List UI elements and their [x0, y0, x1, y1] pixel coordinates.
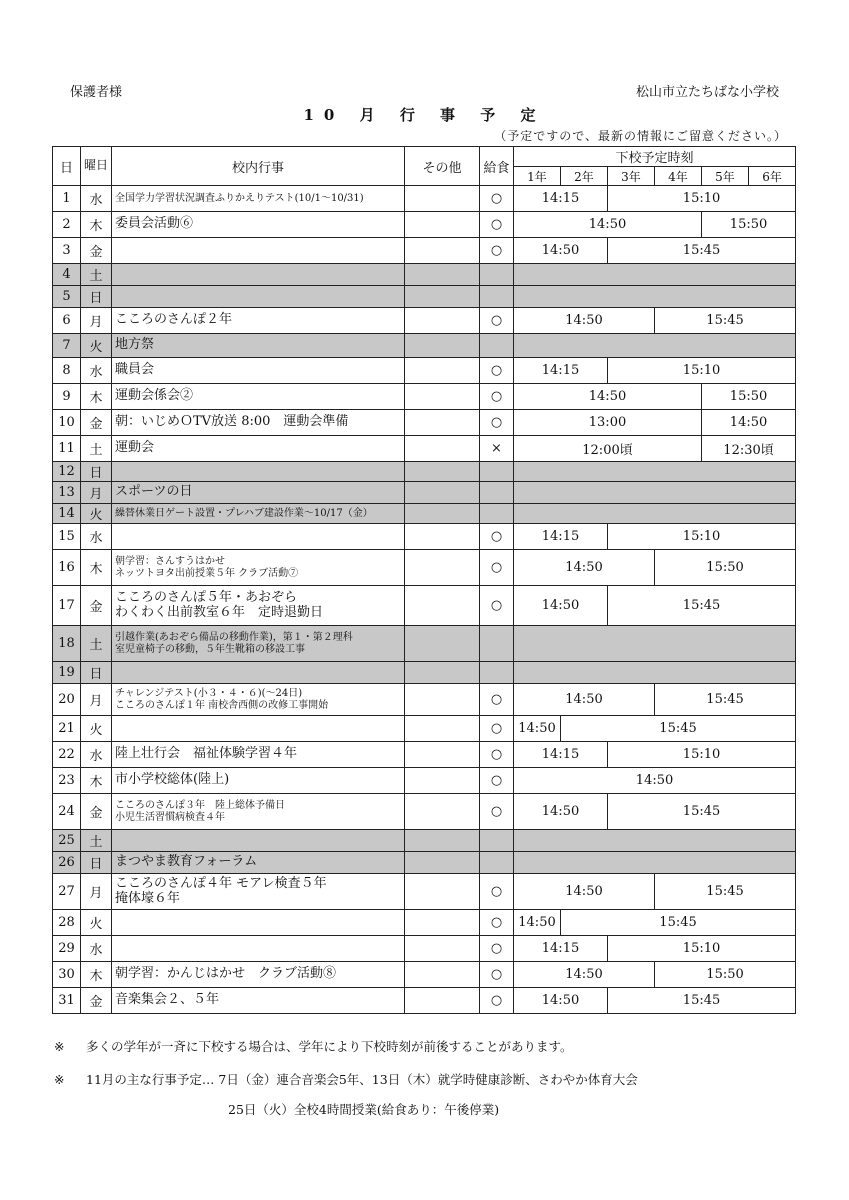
other-cell — [405, 962, 480, 988]
event-line: こころのさんぽ４年 モアレ検査５年 — [115, 875, 327, 891]
table-row — [53, 874, 796, 910]
event-line: 地方祭 — [115, 337, 155, 353]
table-row — [53, 462, 796, 482]
event-line: 朝学習：かんじはかせ クラブ活動⑧ — [115, 966, 337, 982]
event-cell — [112, 212, 405, 238]
event-cell — [112, 684, 405, 716]
table-row — [53, 482, 796, 504]
weekday-cell: 火 — [81, 716, 112, 742]
lunch-cell — [480, 334, 514, 358]
note-text: 25日（火）全校4時間授業(給食あり：午後停業) — [228, 1102, 500, 1117]
event-cell — [112, 286, 405, 308]
dismissal-time: 14:15 — [514, 936, 608, 962]
lunch-cell — [480, 626, 514, 662]
dismissal-time: 14:15 — [514, 358, 608, 384]
event-cell — [112, 358, 405, 384]
event-line: まつやま教育フォーラム — [115, 854, 258, 870]
table-row — [53, 186, 796, 212]
dismissal-time: 14:50 — [514, 962, 655, 988]
note-2 — [54, 1070, 638, 1088]
event-line: 掩体壕６年 — [115, 890, 181, 906]
weekday-cell: 月 — [81, 482, 112, 504]
event-line: ネッツトヨタ出前授業５年 クラブ活動⑦ — [115, 567, 299, 579]
dismissal-time: 15:10 — [608, 524, 796, 550]
note-1 — [54, 1037, 573, 1055]
event-cell — [112, 524, 405, 550]
event-line: 運動会係会② — [115, 388, 194, 404]
day-cell: 6 — [53, 308, 81, 334]
table-row — [53, 384, 796, 410]
col-day: 日 — [53, 147, 81, 186]
dismissal-cell — [514, 334, 796, 358]
event-cell — [112, 264, 405, 286]
schedule-table — [52, 146, 796, 1014]
lunch-cell — [480, 286, 514, 308]
dismissal-time: 14:50 — [514, 384, 702, 410]
dismissal-time: 14:50 — [514, 684, 655, 716]
lunch-cell: ○ — [480, 936, 514, 962]
event-line: 繰替休業日ゲート設置・プレハブ建設作業～10/17（金） — [115, 507, 373, 519]
other-cell — [405, 936, 480, 962]
day-cell: 28 — [53, 910, 81, 936]
day-cell: 29 — [53, 936, 81, 962]
day-cell: 21 — [53, 716, 81, 742]
event-cell — [112, 768, 405, 794]
weekday-cell: 月 — [81, 684, 112, 716]
table-row — [53, 852, 796, 874]
event-line: 室児童椅子の移動，５年生靴箱の移設工事 — [115, 643, 305, 655]
other-cell — [405, 662, 480, 684]
other-cell — [405, 988, 480, 1014]
lunch-cell — [480, 662, 514, 684]
dismissal-time: 14:50 — [514, 716, 561, 742]
dismissal-time: 14:15 — [514, 186, 608, 212]
note-text: 11月の主な行事予定… 7日（金）連合音楽会5年、13日（木）就学時健康診断、さわやか体育大会 — [86, 1072, 638, 1087]
dismissal-time: 13:00 — [514, 410, 702, 436]
weekday-cell: 木 — [81, 384, 112, 410]
note-text: 多くの学年が一斉に下校する場合は、学年により下校時刻が前後することがあります。 — [86, 1039, 573, 1054]
lunch-cell: ○ — [480, 384, 514, 410]
dismissal-time: 15:50 — [655, 550, 796, 586]
lunch-cell: ○ — [480, 910, 514, 936]
addressee: 保護者様 — [70, 85, 123, 100]
event-cell — [112, 504, 405, 524]
other-cell — [405, 626, 480, 662]
dismissal-time: 15:45 — [655, 874, 796, 910]
table-row — [53, 936, 796, 962]
event-cell — [112, 586, 405, 626]
dismissal-time: 15:45 — [655, 308, 796, 334]
lunch-cell: ○ — [480, 308, 514, 334]
event-cell — [112, 910, 405, 936]
weekday-cell: 土 — [81, 436, 112, 462]
lunch-cell: ○ — [480, 874, 514, 910]
table-row — [53, 308, 796, 334]
other-cell — [405, 768, 480, 794]
other-cell — [405, 830, 480, 852]
event-cell — [112, 238, 405, 264]
grade-6: 6年 — [749, 167, 796, 186]
other-cell — [405, 462, 480, 482]
other-cell — [405, 308, 480, 334]
grade-3: 3年 — [608, 167, 655, 186]
dismissal-time: 15:50 — [702, 384, 796, 410]
day-cell: 25 — [53, 830, 81, 852]
weekday-cell: 金 — [81, 794, 112, 830]
table-row — [53, 684, 796, 716]
note-3 — [228, 1100, 499, 1118]
day-cell: 1 — [53, 186, 81, 212]
table-row — [53, 436, 796, 462]
day-cell: 5 — [53, 286, 81, 308]
dismissal-cell — [514, 286, 796, 308]
event-line: スポーツの日 — [115, 484, 193, 500]
other-cell — [405, 264, 480, 286]
day-cell: 12 — [53, 462, 81, 482]
other-cell — [405, 436, 480, 462]
grade-5: 5年 — [702, 167, 749, 186]
event-line: 運動会 — [115, 440, 155, 456]
table-row — [53, 358, 796, 384]
table-row — [53, 504, 796, 524]
dismissal-time: 14:50 — [514, 308, 655, 334]
dismissal-time: 14:15 — [514, 742, 608, 768]
table-row — [53, 662, 796, 684]
lunch-cell: ○ — [480, 768, 514, 794]
lunch-cell: × — [480, 436, 514, 462]
dismissal-time: 12:00頃 — [514, 436, 702, 462]
other-cell — [405, 410, 480, 436]
table-row — [53, 586, 796, 626]
lunch-cell: ○ — [480, 742, 514, 768]
weekday-cell: 日 — [81, 662, 112, 684]
dismissal-cell — [514, 830, 796, 852]
table-row — [53, 410, 796, 436]
other-cell — [405, 550, 480, 586]
event-cell — [112, 550, 405, 586]
weekday-cell: 金 — [81, 410, 112, 436]
lunch-cell: ○ — [480, 238, 514, 264]
lunch-cell: ○ — [480, 358, 514, 384]
event-line: 引越作業(あおぞら備品の移動作業)，第１・第２理科 — [115, 632, 353, 643]
dismissal-time: 15:45 — [608, 794, 796, 830]
event-line: チャレンジテスト(小３・４・６)(～24日) — [115, 688, 303, 699]
other-cell — [405, 794, 480, 830]
dismissal-cell — [514, 504, 796, 524]
event-line: 朝：いじめＯTV放送 8:00 運動会準備 — [115, 414, 349, 430]
dismissal-time: 15:10 — [608, 186, 796, 212]
day-cell: 23 — [53, 768, 81, 794]
school-name: 松山市立たちばな小学校 — [635, 85, 779, 100]
other-cell — [405, 186, 480, 212]
day-cell: 11 — [53, 436, 81, 462]
lunch-cell: ○ — [480, 524, 514, 550]
weekday-cell: 火 — [81, 910, 112, 936]
table-row — [53, 286, 796, 308]
weekday-cell: 土 — [81, 830, 112, 852]
table-row — [53, 768, 796, 794]
event-cell — [112, 662, 405, 684]
dismissal-cell — [514, 626, 796, 662]
other-cell — [405, 286, 480, 308]
subtitle-note: （予定ですので、最新の情報にご留意ください。） — [494, 129, 787, 143]
day-cell: 4 — [53, 264, 81, 286]
weekday-cell: 木 — [81, 962, 112, 988]
grade-1: 1年 — [514, 167, 561, 186]
event-line: こころのさんぽ２年 — [115, 312, 233, 328]
event-cell — [112, 962, 405, 988]
lunch-cell: ○ — [480, 962, 514, 988]
event-cell — [112, 384, 405, 410]
event-cell — [112, 462, 405, 482]
dismissal-time: 15:45 — [655, 684, 796, 716]
table-row — [53, 988, 796, 1014]
other-cell — [405, 334, 480, 358]
event-line: 陸上壮行会 福祉体験学習４年 — [115, 746, 298, 762]
day-cell: 20 — [53, 684, 81, 716]
table-row — [53, 742, 796, 768]
weekday-cell: 日 — [81, 852, 112, 874]
event-line: 職員会 — [115, 362, 155, 378]
event-cell — [112, 334, 405, 358]
dismissal-time: 14:50 — [514, 768, 796, 794]
dismissal-time: 15:45 — [561, 716, 796, 742]
dismissal-time: 14:50 — [514, 910, 561, 936]
page-title: 10 月 行 事 予 定 — [303, 106, 546, 124]
day-cell: 3 — [53, 238, 81, 264]
dismissal-time: 15:50 — [655, 962, 796, 988]
weekday-cell: 日 — [81, 286, 112, 308]
lunch-cell — [480, 852, 514, 874]
weekday-cell: 日 — [81, 462, 112, 482]
event-cell — [112, 436, 405, 462]
table-row — [53, 550, 796, 586]
weekday-cell: 月 — [81, 308, 112, 334]
dismissal-time: 14:50 — [514, 212, 702, 238]
day-cell: 18 — [53, 626, 81, 662]
day-cell: 2 — [53, 212, 81, 238]
other-cell — [405, 684, 480, 716]
weekday-cell: 金 — [81, 988, 112, 1014]
other-cell — [405, 358, 480, 384]
other-cell — [405, 586, 480, 626]
day-cell: 7 — [53, 334, 81, 358]
event-cell — [112, 936, 405, 962]
dismissal-time: 15:10 — [608, 936, 796, 962]
grade-4: 4年 — [655, 167, 702, 186]
lunch-cell: ○ — [480, 988, 514, 1014]
event-cell — [112, 410, 405, 436]
col-dismissal: 下校予定時刻 — [514, 147, 796, 167]
table-row — [53, 212, 796, 238]
weekday-cell: 火 — [81, 334, 112, 358]
weekday-cell: 水 — [81, 742, 112, 768]
table-row — [53, 626, 796, 662]
dismissal-time: 14:50 — [514, 586, 608, 626]
day-cell: 24 — [53, 794, 81, 830]
weekday-cell: 木 — [81, 768, 112, 794]
table-row — [53, 830, 796, 852]
dismissal-cell — [514, 662, 796, 684]
other-cell — [405, 852, 480, 874]
day-cell: 14 — [53, 504, 81, 524]
event-cell — [112, 852, 405, 874]
lunch-cell — [480, 462, 514, 482]
other-cell — [405, 238, 480, 264]
col-lunch: 給食 — [480, 147, 514, 186]
lunch-cell — [480, 482, 514, 504]
day-cell: 15 — [53, 524, 81, 550]
table-row — [53, 910, 796, 936]
dismissal-cell — [514, 462, 796, 482]
weekday-cell: 水 — [81, 936, 112, 962]
table-row — [53, 962, 796, 988]
event-line: 音楽集会２、５年 — [115, 992, 220, 1008]
dismissal-time: 12:30頃 — [702, 436, 796, 462]
other-cell — [405, 742, 480, 768]
dismissal-time: 14:50 — [514, 238, 608, 264]
event-cell — [112, 716, 405, 742]
day-cell: 30 — [53, 962, 81, 988]
col-weekday: 曜日 — [81, 147, 112, 186]
lunch-cell: ○ — [480, 212, 514, 238]
dismissal-time: 14:50 — [514, 550, 655, 586]
lunch-cell: ○ — [480, 716, 514, 742]
weekday-cell: 水 — [81, 358, 112, 384]
event-cell — [112, 626, 405, 662]
weekday-cell: 水 — [81, 524, 112, 550]
dismissal-time: 15:45 — [608, 988, 796, 1014]
other-cell — [405, 874, 480, 910]
weekday-cell: 月 — [81, 874, 112, 910]
table-row — [53, 264, 796, 286]
col-other: その他 — [405, 147, 480, 186]
event-line: わくわく出前教室６年 定時退勤日 — [115, 604, 324, 620]
table-row — [53, 716, 796, 742]
day-cell: 22 — [53, 742, 81, 768]
day-cell: 31 — [53, 988, 81, 1014]
event-cell — [112, 186, 405, 212]
event-line: 市小学校総体(陸上) — [115, 772, 230, 788]
event-line: こころのさんぽ５年・あおぞら — [115, 589, 298, 605]
event-line: 委員会活動⑥ — [115, 216, 194, 232]
dismissal-cell — [514, 482, 796, 504]
dismissal-time: 15:45 — [608, 586, 796, 626]
dismissal-time: 14:50 — [514, 874, 655, 910]
lunch-cell: ○ — [480, 410, 514, 436]
day-cell: 8 — [53, 358, 81, 384]
lunch-cell — [480, 504, 514, 524]
grade-2: 2年 — [561, 167, 608, 186]
weekday-cell: 水 — [81, 186, 112, 212]
event-cell — [112, 830, 405, 852]
other-cell — [405, 524, 480, 550]
lunch-cell: ○ — [480, 550, 514, 586]
dismissal-time: 14:50 — [514, 988, 608, 1014]
day-cell: 27 — [53, 874, 81, 910]
event-cell — [112, 874, 405, 910]
table-row — [53, 238, 796, 264]
dismissal-time: 14:50 — [514, 794, 608, 830]
other-cell — [405, 384, 480, 410]
day-cell: 16 — [53, 550, 81, 586]
day-cell: 13 — [53, 482, 81, 504]
event-cell — [112, 794, 405, 830]
lunch-cell: ○ — [480, 586, 514, 626]
weekday-cell: 金 — [81, 238, 112, 264]
note-mark: ※ — [54, 1072, 65, 1087]
event-line: 小児生活習慣病検査４年 — [115, 811, 225, 823]
event-cell — [112, 482, 405, 504]
col-events: 校内行事 — [112, 147, 405, 186]
weekday-cell: 土 — [81, 264, 112, 286]
weekday-cell: 木 — [81, 550, 112, 586]
weekday-cell: 火 — [81, 504, 112, 524]
other-cell — [405, 482, 480, 504]
weekday-cell: 土 — [81, 626, 112, 662]
lunch-cell: ○ — [480, 186, 514, 212]
event-line: 全国学力学習状況調査ふりかえりテスト(10/1～10/31) — [115, 192, 364, 204]
dismissal-time: 15:10 — [608, 742, 796, 768]
weekday-cell: 金 — [81, 586, 112, 626]
dismissal-time: 15:50 — [702, 212, 796, 238]
day-cell: 10 — [53, 410, 81, 436]
note-mark: ※ — [54, 1039, 65, 1054]
dismissal-time: 15:45 — [561, 910, 796, 936]
other-cell — [405, 212, 480, 238]
event-cell — [112, 988, 405, 1014]
day-cell: 9 — [53, 384, 81, 410]
dismissal-time: 15:45 — [608, 238, 796, 264]
lunch-cell — [480, 830, 514, 852]
event-cell — [112, 308, 405, 334]
dismissal-time: 14:50 — [702, 410, 796, 436]
day-cell: 19 — [53, 662, 81, 684]
lunch-cell — [480, 264, 514, 286]
dismissal-time: 14:15 — [514, 524, 608, 550]
event-line: こころのさんぽ１年 南校舎西側の改修工事開始 — [115, 699, 329, 711]
event-cell — [112, 742, 405, 768]
lunch-cell: ○ — [480, 684, 514, 716]
other-cell — [405, 910, 480, 936]
event-line: 朝学習：さんすうはかせ — [115, 556, 225, 567]
other-cell — [405, 716, 480, 742]
other-cell — [405, 504, 480, 524]
table-row — [53, 794, 796, 830]
event-line: こころのさんぽ３年 陸上総体予備日 — [115, 800, 285, 811]
dismissal-cell — [514, 264, 796, 286]
table-row — [53, 334, 796, 358]
weekday-cell: 木 — [81, 212, 112, 238]
lunch-cell: ○ — [480, 794, 514, 830]
day-cell: 17 — [53, 586, 81, 626]
table-row — [53, 524, 796, 550]
dismissal-cell — [514, 852, 796, 874]
dismissal-time: 15:10 — [608, 358, 796, 384]
day-cell: 26 — [53, 852, 81, 874]
